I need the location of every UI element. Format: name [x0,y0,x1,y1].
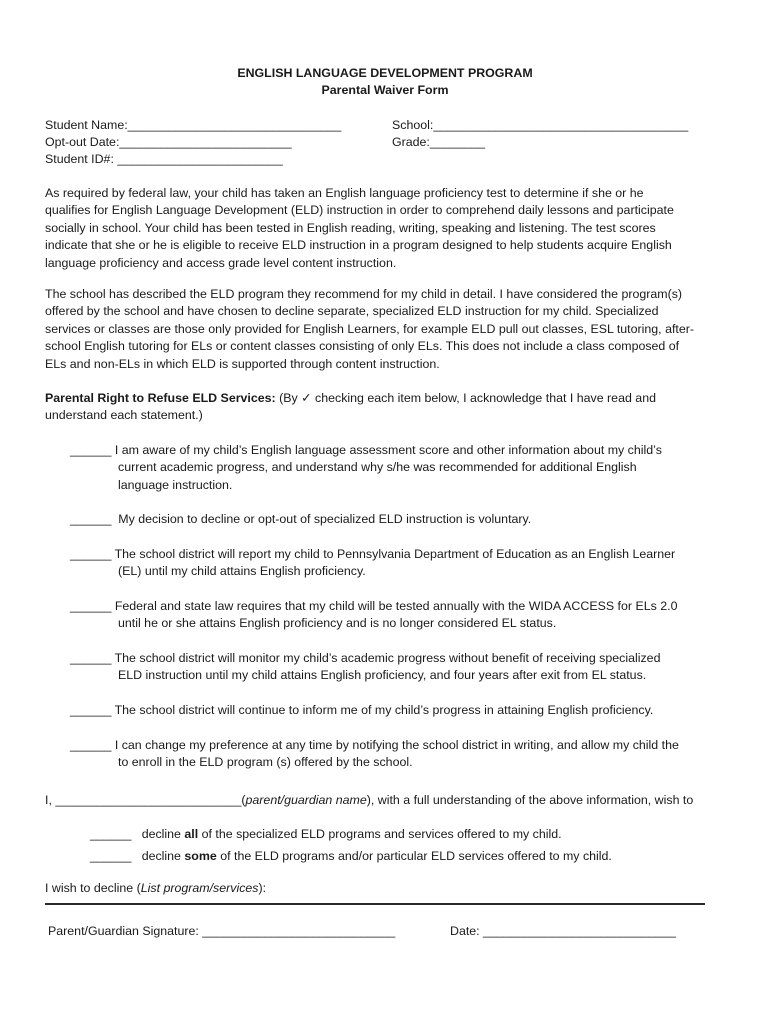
paragraph-line: ELs and non-ELs in which ELD is supported through content instruction. [45,356,440,371]
item-text: I am aware of my child’s English language assessment score and other information about my child’s [114,443,662,457]
initial-blank[interactable]: ______ [70,651,112,665]
statement-text: ), with a full understanding of the above information, wish to [366,793,694,807]
item-text: The school district will continue to inform me of my child’s progress in attaining English proficiency. [114,703,654,717]
rights-note-line-2: understand each statement.) [45,408,203,423]
option-text: decline [141,849,181,863]
paragraph-line: indicate that she or he is eligible to receive ELD instruction in a program designed to help students acquire English [45,238,672,253]
item-text: until he or she attains English proficiency and is no longer considered EL status. [118,616,557,631]
grade-field[interactable]: Grade:________ [392,135,486,149]
item-text: (EL) until my child attains English proficiency. [118,564,366,579]
paragraph-line: The school has described the ELD program they recommend for my child in detail. I have considered the program(s) [45,287,683,301]
paragraph-line: school English tutoring for ELs or content classes consisting of only ELs. This does not include a class composed of [45,339,680,354]
paragraph-line: qualifies for English Language Development (ELD) instruction in order to comprehend daily lessons and participate [45,203,674,218]
acknowledgement-item [70,650,720,685]
item-text: My decision to decline or opt-out of specialized ELD instruction is voluntary. [118,512,532,526]
acknowledgement-item [70,511,720,528]
decline-all-option [90,826,562,843]
decline-list-prompt [45,880,266,897]
prompt-italic: List program/services [140,881,259,895]
initial-blank[interactable]: ______ [70,512,112,526]
paragraph-line: As required by federal law, your child has taken an English language proficiency test to determine if she or he [45,186,644,200]
list-answer-line[interactable] [45,903,705,905]
initial-blank[interactable]: ______ [70,703,112,717]
item-text: The school district will report my child to Pennsylvania Department of Education as an English Learner [114,547,676,561]
acknowledgement-item [70,737,720,772]
paragraph-line: offered by the school and have chosen to decline separate, specialized ELD instruction for my child. Specialized [45,304,659,319]
rights-heading: Parental Right to Refuse ELD Services: [45,391,276,405]
prompt-text: I wish to decline ( [45,881,141,895]
option-emphasis: some [184,849,217,863]
item-text: Federal and state law requires that my child will be tested annually with the WIDA ACCESS for ELs 2.0 [114,599,678,613]
guardian-statement [45,792,693,809]
item-text: I can change my preference at any time by notifying the school district in writing, and allow my child the [114,738,679,752]
form-title: ENGLISH LANGUAGE DEVELOPMENT PROGRAM [237,66,533,80]
initial-blank[interactable]: ______ [70,547,112,561]
acknowledgement-item [70,546,720,581]
paragraph-line: language proficiency and access grade level content instruction. [45,255,397,270]
rights-note: checking each item below, I acknowledge that I have read and [315,391,656,405]
intro-paragraph-2 [45,286,717,373]
initial-blank[interactable]: ______ [90,849,132,863]
initial-blank[interactable]: ______ [70,443,112,457]
rights-note-prefix: (By [279,391,298,405]
paragraph-line: services or classes are those only provided for English Learners, for example ELD pull out classes, ESL tutoring, after- [45,321,694,336]
student-id-field[interactable]: Student ID#: ________________________ [45,152,283,166]
option-text: decline [141,827,181,841]
rights-section [45,390,717,425]
date-field[interactable]: Date: ____________________________ [450,924,677,938]
acknowledgement-item [70,702,720,719]
initial-blank[interactable]: ______ [70,738,112,752]
guardian-name-field[interactable]: I, ___________________________( [45,793,246,807]
paragraph-line: socially in school. Your child has been tested in English reading, writing, speaking and listening. The test scores [45,220,656,235]
school-field[interactable]: School:_____________________________________ [392,118,689,132]
option-text: of the specialized ELD programs and services offered to my child. [201,827,562,841]
acknowledgement-item [70,598,720,633]
signature-field[interactable]: Parent/Guardian Signature: ____________________________ [48,924,396,938]
option-text: of the ELD programs and/or particular ELD services offered to my child. [220,849,612,863]
acknowledgement-item [70,442,720,494]
decline-some-option [90,848,612,865]
prompt-text: ): [258,881,267,895]
initial-blank[interactable]: ______ [90,827,132,841]
item-text: current academic progress, and understand why s/he was recommended for additional English [118,460,637,475]
optout-date-field[interactable]: Opt-out Date:_________________________ [45,135,292,149]
item-text: to enroll in the ELD program (s) offered by the school. [118,755,413,770]
option-emphasis: all [184,827,199,841]
checkmark-icon: ✓ [301,391,312,405]
form-subtitle: Parental Waiver Form [321,83,449,97]
initial-blank[interactable]: ______ [70,599,112,613]
intro-paragraph-1 [45,185,717,272]
student-name-field[interactable]: Student Name:_______________________________ [45,118,342,132]
guardian-name-label: parent/guardian name [245,793,367,807]
item-text: ELD instruction until my child attains English proficiency, and four years after exit from EL status. [118,668,647,683]
item-text: language instruction. [118,477,233,492]
item-text: The school district will monitor my child’s academic progress without benefit of receiving specialized [114,651,661,665]
